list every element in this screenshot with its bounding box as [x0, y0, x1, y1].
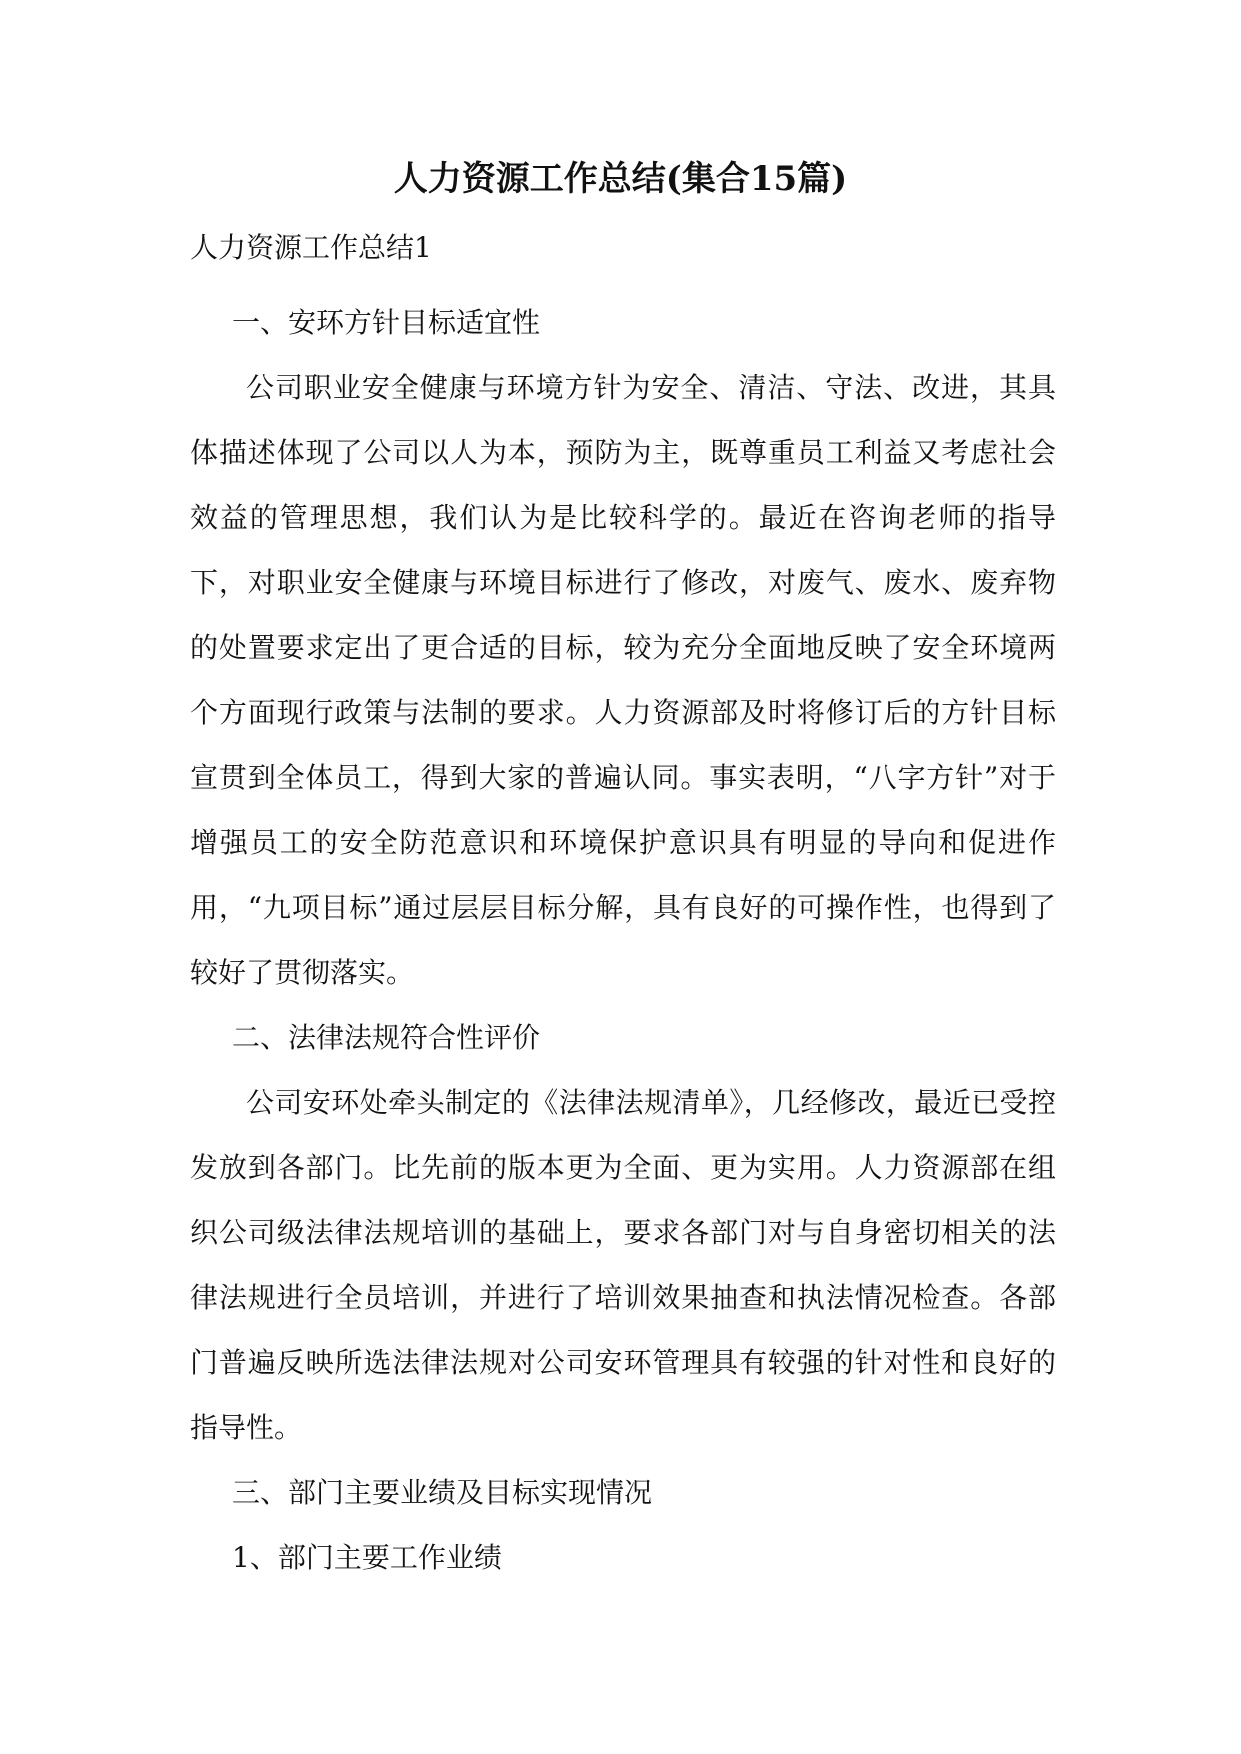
section-subtitle: 人力资源工作总结1	[190, 231, 432, 264]
document-title: 人力资源工作总结(集合15篇)	[393, 159, 848, 199]
section-heading-3: 三、部门主要业绩及目标实现情况	[232, 1476, 653, 1509]
paragraph-1: 公司职业安全健康与环境方针为安全、清洁、守法、改进，其具体描述体现了公司以人为本，预防为主，既尊重员工利益又考虑社会效益的管理思想，我们认为是比较科学的。最近在咨询老师的指导下，对职业安全健康与环境目标进行了修改，对废气、废水、废弃物的处置要求定出了更合适的目标，较为充分全面地反映了安全环境两个方面现行政策与法制的要求。人力资源部及时将修订后的方针目标宣贯到全体员工，得到大家的普遍认同。事实表明，“八字方针”对于增强员工的安全防范意识和环境保护意识具有明显的导向和促进作用，“九项目标”通过层层目标分解，具有良好的可操作性，也得到了较好了贯彻落实。	[190, 371, 1056, 989]
section-heading-2: 二、法律法规符合性评价	[232, 1021, 541, 1054]
document-body	[190, 290, 1056, 1590]
paragraph-2: 公司安环处牵头制定的《法律法规清单》，几经修改，最近已受控发放到各部门。比先前的版本更为全面、更为实用。人力资源部在组织公司级法律法规培训的基础上，要求各部门对与自身密切相关的法律法规进行全员培训，并进行了培训效果抽查和执法情况检查。各部门普遍反映所选法律法规对公司安环管理具有较强的针对性和良好的指导性。	[190, 1086, 1056, 1444]
section-heading-1: 一、安环方针目标适宜性	[232, 306, 541, 339]
subsection-heading-1: 1、部门主要工作业绩	[232, 1541, 502, 1574]
